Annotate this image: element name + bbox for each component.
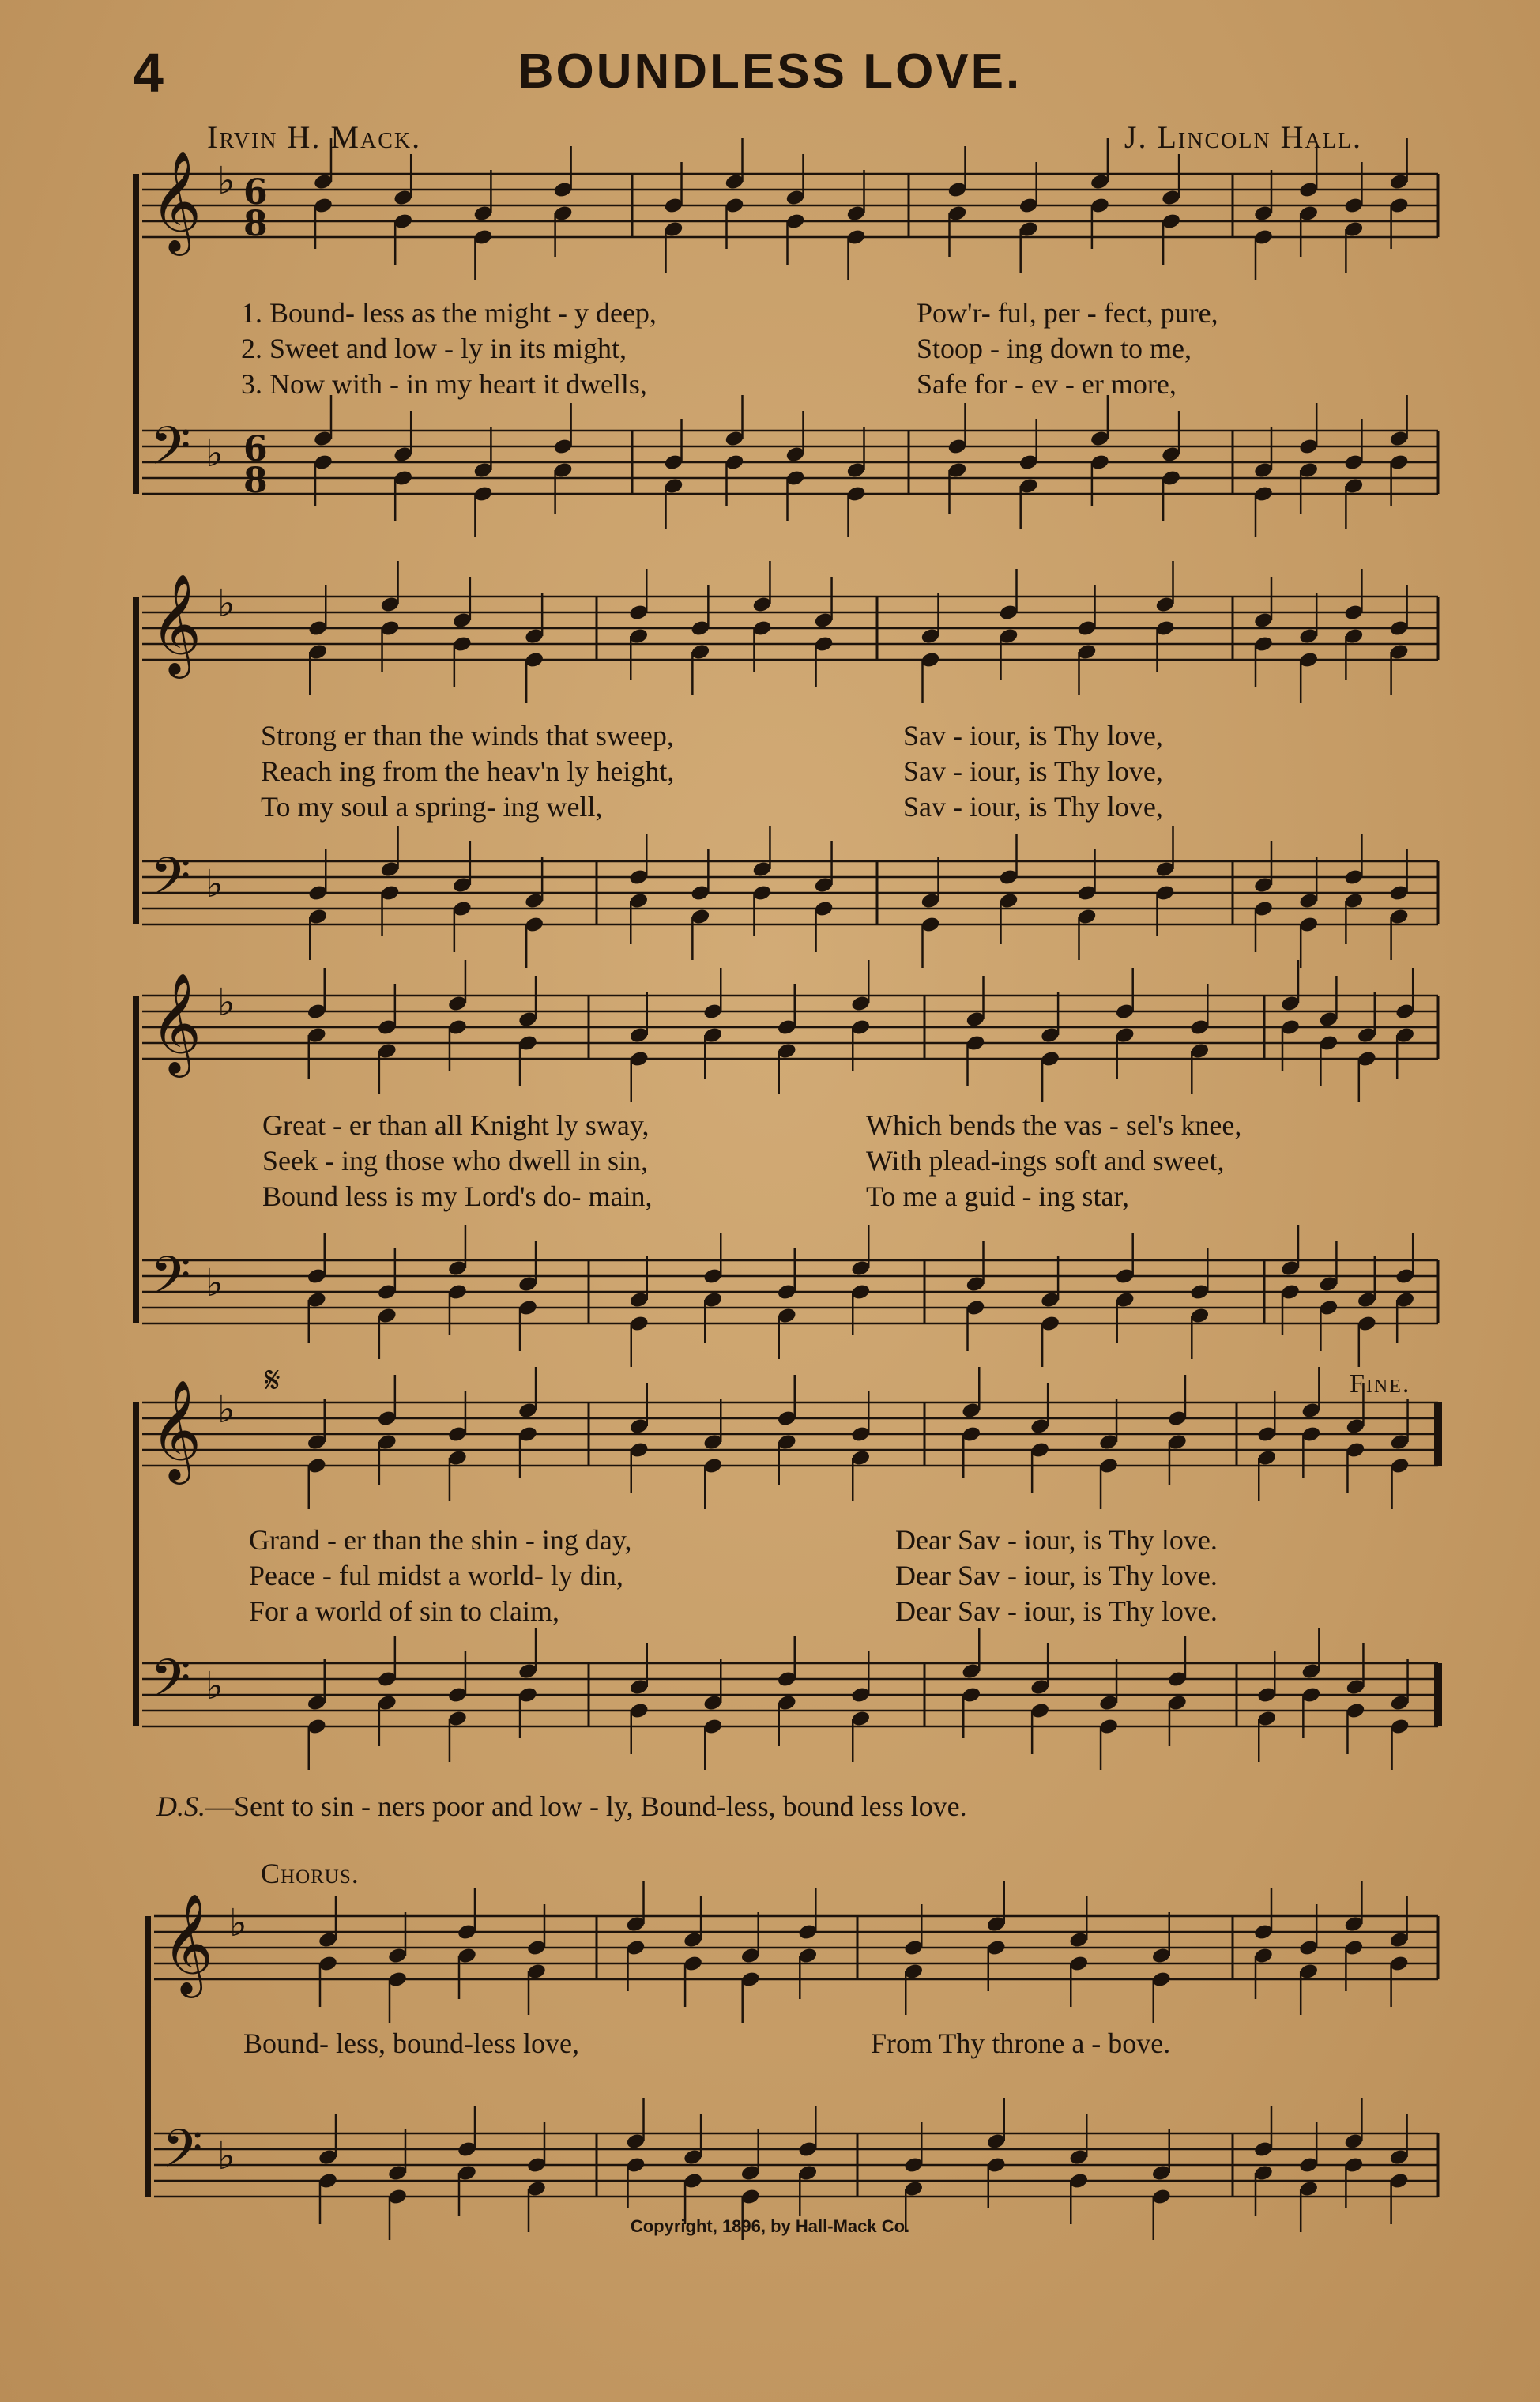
bass-clef-icon: 𝄢 xyxy=(150,416,191,489)
bass-clef-icon: 𝄢 xyxy=(150,1648,191,1722)
lyric-line: For a world of sin to claim, xyxy=(249,1595,559,1627)
lyric-line: Dear Sav - iour, is Thy love. xyxy=(895,1524,1218,1556)
bass-clef-icon: 𝄢 xyxy=(162,2118,203,2192)
bass-clef-icon: 𝄢 xyxy=(150,1245,191,1319)
lyric-line: Bound less is my Lord's do- main, xyxy=(262,1180,653,1212)
flat-icon: ♭ xyxy=(229,1901,247,1945)
lyric-line: To my soul a spring- ing well, xyxy=(261,791,603,823)
bass-clef-icon: 𝄢 xyxy=(150,846,191,920)
lyric-line: Strong er than the winds that sweep, xyxy=(261,720,674,751)
flat-icon: ♭ xyxy=(217,2134,235,2178)
flat-icon: ♭ xyxy=(205,1261,224,1305)
page-title: BOUNDLESS LOVE. xyxy=(518,44,1022,99)
copyright-notice: Copyright, 1896, by Hall-Mack Co. xyxy=(630,2216,910,2236)
fine-label: Fine. xyxy=(1350,1369,1411,1399)
flat-icon: ♭ xyxy=(205,431,224,476)
time-signature-top: 6 xyxy=(243,172,268,213)
lyricist-credit: Irvin H. Mack. xyxy=(207,119,422,155)
flat-icon: ♭ xyxy=(217,159,235,203)
treble-clef-icon: 𝄞 xyxy=(162,1892,214,1994)
lyric-line: Dear Sav - iour, is Thy love. xyxy=(895,1595,1218,1627)
lyric-line: 2. Sweet and low - ly in its might, xyxy=(241,333,627,364)
lyric-line: With plead-ings soft and sweet, xyxy=(866,1145,1225,1177)
lyric-line: Pow'r- ful, per - fect, pure, xyxy=(917,297,1218,329)
treble-clef-icon: 𝄞 xyxy=(150,573,202,674)
flat-icon: ♭ xyxy=(217,582,235,626)
time-signature-top: 6 xyxy=(243,429,268,469)
lyric-line: Which bends the vas - sel's knee, xyxy=(866,1109,1242,1141)
lyric-line: Grand - er than the shin - ing day, xyxy=(249,1524,632,1556)
lyric-line: Peace - ful midst a world- ly din, xyxy=(249,1560,623,1591)
lyric-line: Sav - iour, is Thy love, xyxy=(903,720,1163,751)
flat-icon: ♭ xyxy=(205,862,224,906)
lyric-line: 1. Bound- less as the might - y deep, xyxy=(241,297,657,329)
chorus-lyric: From Thy throne a - bove. xyxy=(871,2027,1171,2059)
lyric-line: Seek - ing those who dwell in sin, xyxy=(262,1145,648,1177)
chorus-label: Chorus. xyxy=(261,1858,360,1889)
treble-clef-icon: 𝄞 xyxy=(150,1379,202,1480)
lyric-line: To me a guid - ing star, xyxy=(866,1180,1129,1212)
ds-text: —Sent to sin - ners poor and low - ly, Bound-less, bound less love. xyxy=(205,1790,967,1822)
lyric-line: Safe for - ev - er more, xyxy=(917,368,1177,400)
segno-icon: 𝄋 xyxy=(265,1358,281,1401)
page-number: 4 xyxy=(133,42,164,104)
lyric-line: Dear Sav - iour, is Thy love. xyxy=(895,1560,1218,1591)
lyric-line: Reach ing from the heav'n ly height, xyxy=(261,755,675,787)
lyric-line: Great - er than all Knight ly sway, xyxy=(262,1109,650,1141)
lyric-line: Sav - iour, is Thy love, xyxy=(903,791,1163,823)
treble-clef-icon: 𝄞 xyxy=(150,150,202,251)
flat-icon: ♭ xyxy=(217,981,235,1025)
time-signature-bottom: 8 xyxy=(243,204,268,244)
ds-line xyxy=(156,1790,967,1823)
flat-icon: ♭ xyxy=(205,1664,224,1708)
treble-clef-icon: 𝄞 xyxy=(150,972,202,1073)
lyric-line: Stoop - ing down to me, xyxy=(917,333,1192,364)
lyric-line: Sav - iour, is Thy love, xyxy=(903,755,1163,787)
flat-icon: ♭ xyxy=(217,1387,235,1432)
lyric-line: 3. Now with - in my heart it dwells, xyxy=(241,368,647,400)
ds-mark: D.S. xyxy=(156,1790,205,1822)
chorus-lyric: Bound- less, bound-less love, xyxy=(243,2027,579,2059)
time-signature-bottom: 8 xyxy=(243,461,268,501)
composer-credit: J. Lincoln Hall. xyxy=(1124,119,1362,155)
